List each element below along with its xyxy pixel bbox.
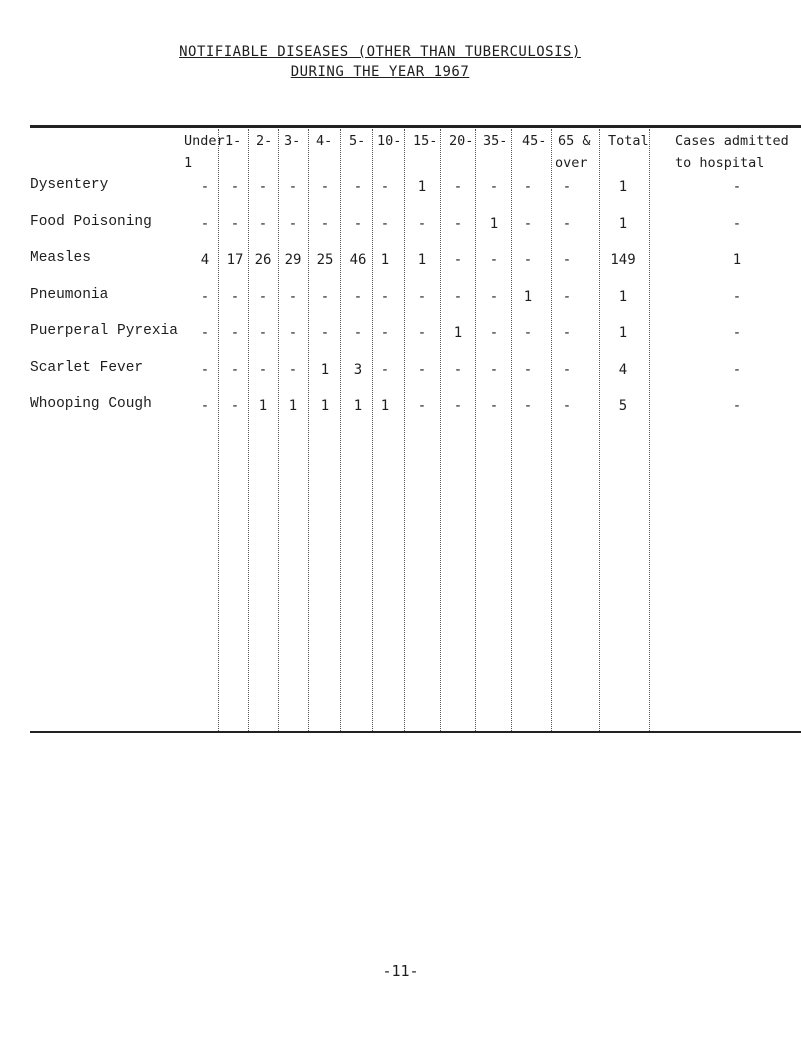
table-cell: 1	[380, 252, 390, 268]
table-cell: -	[230, 325, 240, 341]
table-cell: -	[353, 288, 363, 305]
table-cell: -	[353, 325, 363, 341]
table-cell: -	[417, 361, 427, 378]
header-age-45: 45-	[522, 133, 547, 149]
table-cell: -	[732, 398, 742, 414]
table-cell: 4	[618, 361, 628, 378]
table-cell: -	[523, 179, 533, 195]
table-cell: -	[230, 179, 240, 195]
table-cell: -	[523, 361, 533, 378]
table-cell: -	[380, 361, 390, 378]
header-65-over-line1: 65 &	[558, 133, 591, 149]
row-label: Food Poisoning	[30, 213, 152, 230]
table-cell: -	[230, 398, 240, 414]
table-cell: 1	[380, 398, 390, 414]
table-cell: -	[562, 252, 572, 268]
table-cell: -	[453, 288, 463, 305]
table-cell: -	[562, 215, 572, 232]
table-cell: -	[453, 398, 463, 414]
table-cell: 1	[618, 288, 628, 305]
table-cell: 1	[288, 398, 298, 414]
header-admitted-line2: to hospital	[675, 155, 765, 171]
header-age-1: 1-	[225, 133, 242, 149]
table-cell: -	[200, 325, 210, 341]
table-cell: -	[320, 215, 330, 232]
header-age-5: 5-	[349, 133, 366, 149]
table-cell: -	[453, 361, 463, 378]
table-cell: -	[320, 179, 330, 195]
table-cell: -	[562, 179, 572, 195]
table-cell: -	[417, 398, 427, 414]
page-title: NOTIFIABLE DISEASES (OTHER THAN TUBERCULOSIS)	[179, 44, 581, 60]
table-cell: -	[258, 288, 268, 305]
table-cell: -	[288, 325, 298, 341]
table-cell: -	[230, 215, 240, 232]
table-cell: -	[489, 252, 499, 268]
table-cell: -	[230, 361, 240, 378]
table-cell: -	[453, 215, 463, 232]
table-cell: -	[732, 361, 742, 378]
table-cell: 1	[258, 398, 268, 414]
table-cell: -	[453, 252, 463, 268]
table-cell: 5	[618, 398, 628, 414]
table-cell: -	[417, 288, 427, 305]
page-subtitle: DURING THE YEAR 1967	[290, 64, 470, 80]
table-cell: -	[288, 179, 298, 195]
table-cell: -	[523, 325, 533, 341]
column-divider	[599, 129, 600, 731]
row-label: Measles	[30, 250, 91, 266]
header-age-4: 4-	[316, 133, 333, 149]
table-cell: 1	[618, 179, 628, 195]
table-cell: 1	[320, 398, 330, 414]
table-cell: -	[380, 325, 390, 341]
table-cell: -	[258, 325, 268, 341]
table-cell: 46	[349, 252, 367, 268]
table-cell: -	[523, 398, 533, 414]
table-cell: -	[523, 252, 533, 268]
table-cell: -	[489, 288, 499, 305]
table-top-rule	[30, 125, 801, 128]
table-cell: -	[562, 288, 572, 305]
table-cell: -	[732, 288, 742, 305]
table-cell: -	[489, 361, 499, 378]
table-cell: 29	[284, 252, 302, 268]
table-cell: 1	[417, 252, 427, 268]
table-cell: 17	[226, 252, 244, 268]
row-label: Whooping Cough	[30, 396, 152, 412]
table-cell: -	[489, 398, 499, 414]
table-cell: -	[353, 179, 363, 195]
table-cell: -	[320, 325, 330, 341]
header-age-3: 3-	[284, 133, 301, 149]
header-under-1-line2: 1	[184, 155, 193, 171]
row-label: Scarlet Fever	[30, 359, 144, 376]
table-cell: -	[453, 179, 463, 195]
table-cell: -	[258, 215, 268, 232]
header-age-2: 2-	[256, 133, 273, 149]
row-label: Pneumonia	[30, 286, 109, 303]
table-bottom-rule	[30, 731, 801, 733]
table-cell: -	[258, 361, 268, 378]
table-cell: -	[200, 361, 210, 378]
table-cell: 1	[489, 215, 499, 232]
header-65-over-line2: over	[555, 155, 588, 171]
table-cell: 3	[353, 361, 363, 378]
header-age-15: 15-	[413, 133, 438, 149]
table-cell: -	[288, 215, 298, 232]
table-cell: -	[489, 325, 499, 341]
table-cell: -	[562, 361, 572, 378]
header-admitted-line1: Cases admitted	[675, 133, 789, 149]
table-cell: 1	[417, 179, 427, 195]
table-cell: 1	[453, 325, 463, 341]
table-cell: -	[288, 361, 298, 378]
row-label: Puerperal Pyrexia	[30, 323, 178, 339]
table-cell: -	[258, 179, 268, 195]
header-total: Total	[608, 133, 649, 149]
table-cell: -	[523, 215, 533, 232]
header-age-35: 35-	[483, 133, 508, 149]
table-cell: -	[200, 179, 210, 195]
table-cell: -	[562, 398, 572, 414]
table-cell: -	[200, 215, 210, 232]
table-cell: 1	[618, 215, 628, 232]
table-cell: -	[200, 288, 210, 305]
table-cell: -	[380, 288, 390, 305]
table-cell: -	[380, 179, 390, 195]
table-cell: 25	[316, 252, 334, 268]
table-cell: -	[353, 215, 363, 232]
row-label: Dysentery	[30, 177, 109, 193]
table-cell: 149	[610, 252, 636, 268]
table-cell: -	[562, 325, 572, 341]
table-cell: -	[200, 398, 210, 414]
table-cell: -	[732, 179, 742, 195]
header-under-1-line1: Under	[184, 133, 225, 149]
header-age-10: 10-	[377, 133, 402, 149]
table-cell: -	[320, 288, 330, 305]
table-cell: 1	[320, 361, 330, 378]
table-cell: 26	[254, 252, 272, 268]
column-divider	[649, 129, 650, 731]
table-cell: 1	[523, 288, 533, 305]
table-cell: -	[380, 215, 390, 232]
table-cell: 1	[353, 398, 363, 414]
table-cell: 1	[732, 252, 742, 268]
table-cell: -	[288, 288, 298, 305]
table-cell: -	[489, 179, 499, 195]
table-cell: -	[230, 288, 240, 305]
page-number: -11-	[382, 962, 419, 980]
table-cell: -	[417, 215, 427, 232]
table-cell: 4	[200, 252, 210, 268]
header-age-20: 20-	[449, 133, 474, 149]
table-cell: -	[417, 325, 427, 341]
table-cell: 1	[618, 325, 628, 341]
table-cell: -	[732, 325, 742, 341]
table-cell: -	[732, 215, 742, 232]
